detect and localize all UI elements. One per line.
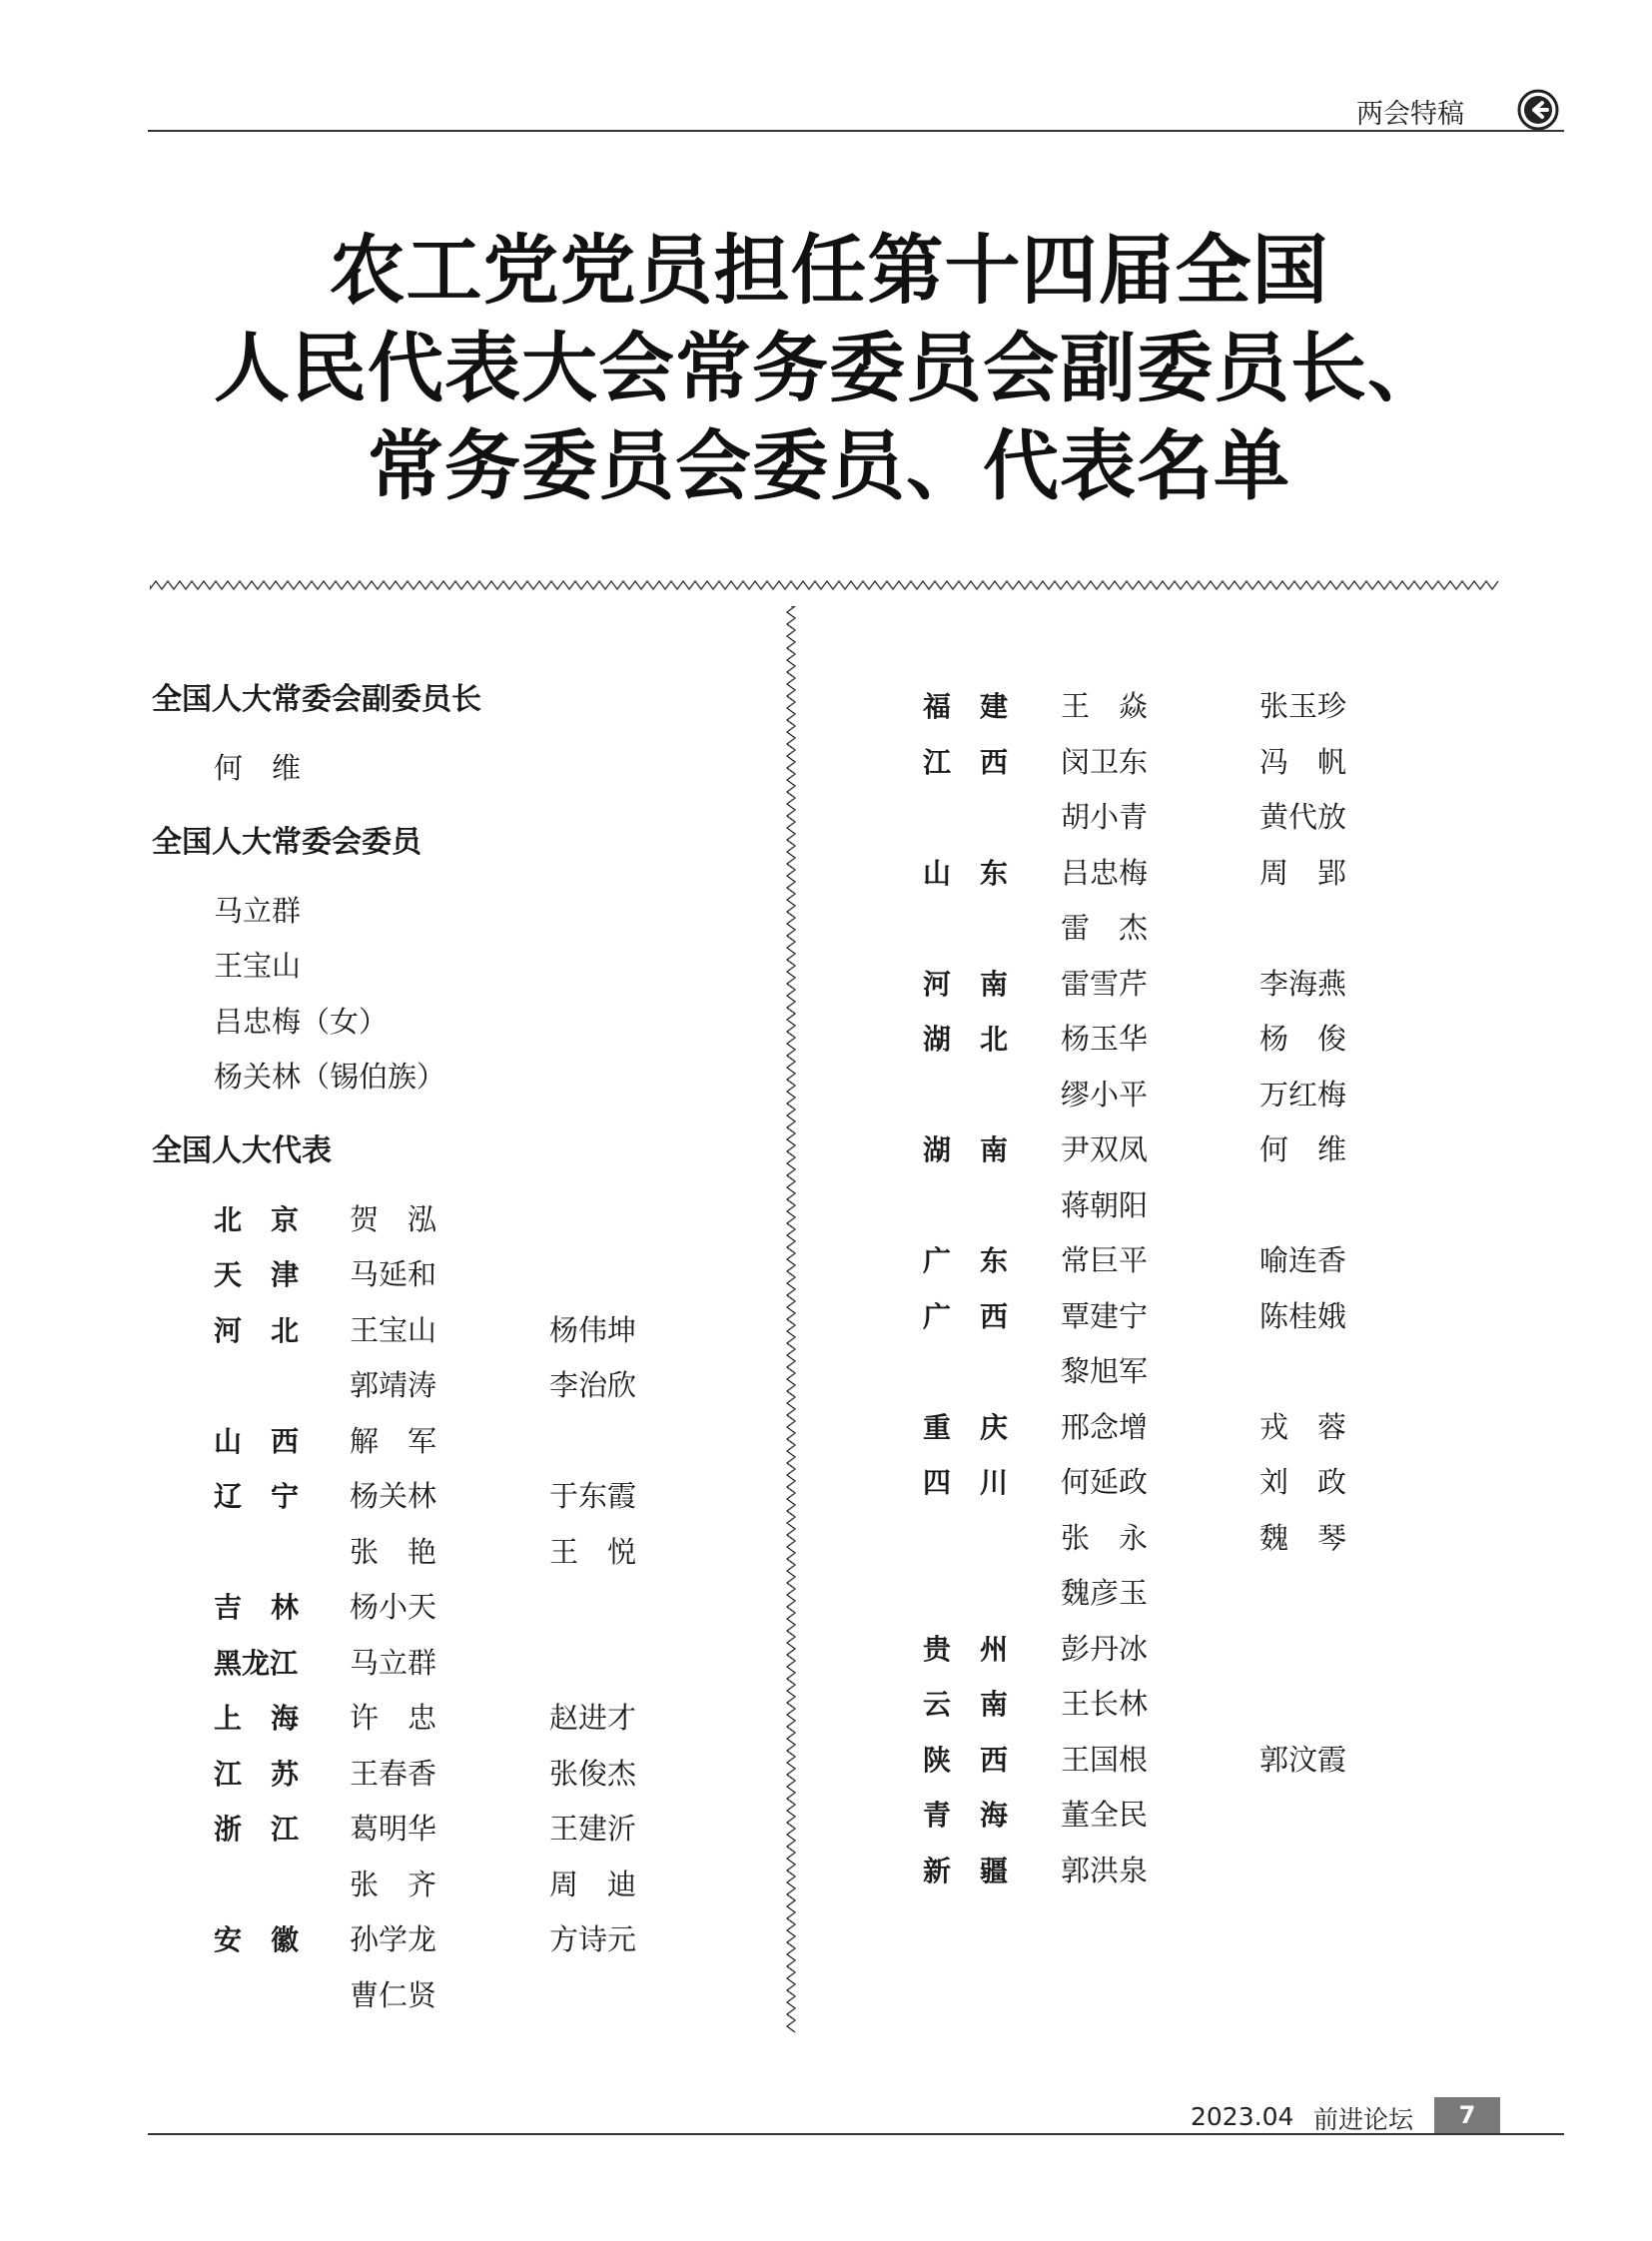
member-name: 王宝山 [214,949,302,983]
deputy-row [152,1968,771,2024]
deputy-name: 常巨平 [1061,1243,1149,1277]
province-label: 上海 [214,1702,329,1735]
deputy-name: 贺 泓 [350,1201,437,1236]
page-title [150,222,1508,515]
deputy-row [152,1580,771,1636]
deputy-name: 雷雪芹 [1061,966,1149,1001]
deputy-row [152,1747,771,1803]
deputies-heading: 全国人大代表 [152,1132,332,1168]
deputy-name: 郭洪泉 [1061,1853,1149,1887]
members-heading: 全国人大常委会委员 [152,824,421,860]
magazine-name: 前进论坛 [1313,2105,1414,2134]
province-label: 浙江 [214,1813,329,1846]
deputy-row [152,1192,771,1248]
deputy-name: 邢念增 [1061,1409,1149,1444]
deputy-row [923,1511,1482,1567]
deputy-name: 周 郢 [1259,855,1347,890]
title-line-1: 农工党党员担任第十四届全国 [329,226,1329,315]
deputy-name: 杨关林 [350,1479,437,1513]
deputy-name: 何 维 [1259,1132,1347,1166]
deputy-name: 王宝山 [350,1312,437,1347]
province-label: 重庆 [923,1410,1038,1444]
deputy-name: 魏 琴 [1259,1520,1347,1555]
province-label: 青海 [923,1799,1038,1832]
deputy-row [923,1068,1482,1123]
back-arrow-icon[interactable] [1516,88,1560,132]
deputy-row [923,1233,1482,1289]
vice-chair-name: 何 维 [214,751,302,785]
province-label: 贵州 [923,1632,1038,1666]
deputy-name: 杨玉华 [1061,1022,1149,1056]
deputy-name: 王长林 [1061,1687,1149,1721]
deputy-name: 陈桂娥 [1259,1298,1347,1333]
deputy-name: 杨伟坤 [549,1312,637,1347]
deputy-row [152,1247,771,1303]
province-label: 天津 [214,1258,329,1291]
deputy-name: 缪小平 [1061,1077,1149,1112]
deputy-name: 张玉珍 [1259,689,1347,723]
deputy-row [152,1525,771,1581]
deputy-row [923,957,1482,1013]
deputy-name: 马立群 [350,1645,437,1680]
deputy-row [923,1344,1482,1400]
deputy-name: 葛明华 [350,1812,437,1846]
deputy-row [923,1733,1482,1789]
province-label: 广西 [923,1299,1038,1333]
deputy-name: 张俊杰 [549,1756,637,1791]
deputy-name: 王春香 [350,1756,437,1791]
deputy-row [923,1178,1482,1234]
member-name: 杨关林（锡伯族） [214,1060,446,1094]
deputy-row [923,1455,1482,1511]
header-divider [148,130,1564,132]
deputy-name: 蒋朝阳 [1061,1187,1149,1222]
deputy-name: 尹双凤 [1061,1132,1149,1166]
deputy-row [923,901,1482,957]
deputy-name: 李治欣 [549,1368,637,1402]
left-column [152,679,771,2023]
province-label: 山西 [214,1424,329,1458]
deputy-row [923,735,1482,791]
page-number: 7 [1434,2097,1500,2133]
deputy-name: 张 齐 [350,1867,437,1901]
province-label: 江苏 [214,1757,329,1791]
deputy-name: 王 悦 [549,1534,637,1569]
deputy-name: 董全民 [1061,1798,1149,1832]
province-label: 新疆 [923,1854,1038,1887]
deputy-row [152,1691,771,1747]
deputy-name: 喻连香 [1259,1243,1347,1277]
member-name: 马立群 [214,893,302,928]
deputy-row [923,1122,1482,1178]
deputy-row [152,1358,771,1414]
deputy-name: 王 焱 [1061,689,1149,723]
footer-divider [148,2133,1564,2135]
deputy-name: 戎 蓉 [1259,1409,1347,1444]
deputy-name: 胡小青 [1061,800,1149,834]
province-label: 河北 [214,1313,329,1347]
column-divider-zigzag [785,606,797,2034]
deputy-row [152,1636,771,1692]
right-column [923,679,1482,1898]
deputy-name: 曹仁贤 [350,1977,437,2012]
deputy-name: 王建沂 [549,1812,637,1846]
deputy-name: 郭汶霞 [1259,1742,1347,1777]
deputy-row [923,1012,1482,1068]
deputy-name: 郭靖涛 [350,1368,437,1402]
deputies-list-right [923,679,1482,1898]
deputy-row [923,1400,1482,1456]
vice-chair-heading: 全国人大常委会副委员长 [152,682,481,717]
issue-date: 2023.04 [1191,2102,1294,2131]
deputy-name: 王国根 [1061,1742,1149,1777]
deputy-name: 黄代放 [1259,800,1347,834]
deputy-name: 孙学龙 [350,1922,437,1956]
deputy-name: 赵进才 [549,1701,637,1735]
province-label: 黑龙江 [214,1646,299,1680]
province-label: 山东 [923,856,1038,890]
deputy-name: 方诗元 [549,1922,637,1956]
deputy-name: 杨 俊 [1259,1022,1347,1056]
deputy-row [152,1414,771,1470]
deputy-row [923,1622,1482,1678]
title-line-2: 人民代表大会常务委员会副委员长、 [214,324,1444,412]
deputy-name: 李海燕 [1259,966,1347,1001]
deputy-row [923,679,1482,735]
member-name: 吕忠梅（女） [214,1004,389,1039]
deputy-row [923,846,1482,902]
province-label: 四川 [923,1466,1038,1499]
deputies-list-left [152,1192,771,2024]
province-label: 北京 [214,1202,329,1236]
decorative-zigzag-rule [150,579,1500,591]
province-label: 广东 [923,1244,1038,1277]
deputy-name: 闵卫东 [1061,744,1149,779]
deputy-row [923,1844,1482,1899]
deputy-row [152,1303,771,1359]
deputy-row [923,1566,1482,1622]
deputy-name: 黎旭军 [1061,1354,1149,1388]
title-line-3: 常务委员会委员、代表名单 [368,421,1290,510]
deputy-name: 吕忠梅 [1061,855,1149,890]
province-label: 云南 [923,1688,1038,1721]
deputy-name: 雷 杰 [1061,911,1149,945]
province-label: 安徽 [214,1923,329,1956]
province-label: 福建 [923,690,1038,723]
deputy-name: 魏彦玉 [1061,1576,1149,1610]
province-label: 河南 [923,967,1038,1001]
province-label: 陕西 [923,1743,1038,1777]
deputy-row [152,1858,771,1913]
province-label: 湖南 [923,1133,1038,1166]
deputy-name: 张 艳 [350,1534,437,1569]
deputy-row [923,1289,1482,1345]
deputy-name: 刘 政 [1259,1465,1347,1499]
deputy-name: 许 忠 [350,1701,437,1735]
deputy-name: 万红梅 [1259,1077,1347,1112]
province-label: 吉林 [214,1591,329,1624]
deputy-name: 张 永 [1061,1520,1149,1555]
deputy-row [152,1912,771,1968]
deputy-name: 杨小天 [350,1590,437,1624]
deputy-row [923,1788,1482,1844]
deputy-row [152,1802,771,1858]
deputy-name: 周 迪 [549,1867,637,1901]
deputy-row [923,1677,1482,1733]
deputy-name: 覃建宁 [1061,1298,1149,1333]
section-label: 两会特稿 [1356,99,1464,130]
deputy-name: 马延和 [350,1257,437,1291]
deputy-name: 冯 帆 [1259,744,1347,779]
deputy-name: 于东霞 [549,1479,637,1513]
deputy-row [923,790,1482,846]
deputy-name: 彭丹冰 [1061,1631,1149,1666]
deputy-row [152,1469,771,1525]
deputy-name: 何延政 [1061,1465,1149,1499]
deputy-name: 解 军 [350,1423,437,1458]
province-label: 湖北 [923,1023,1038,1056]
province-label: 辽宁 [214,1480,329,1513]
province-label: 江西 [923,745,1038,779]
